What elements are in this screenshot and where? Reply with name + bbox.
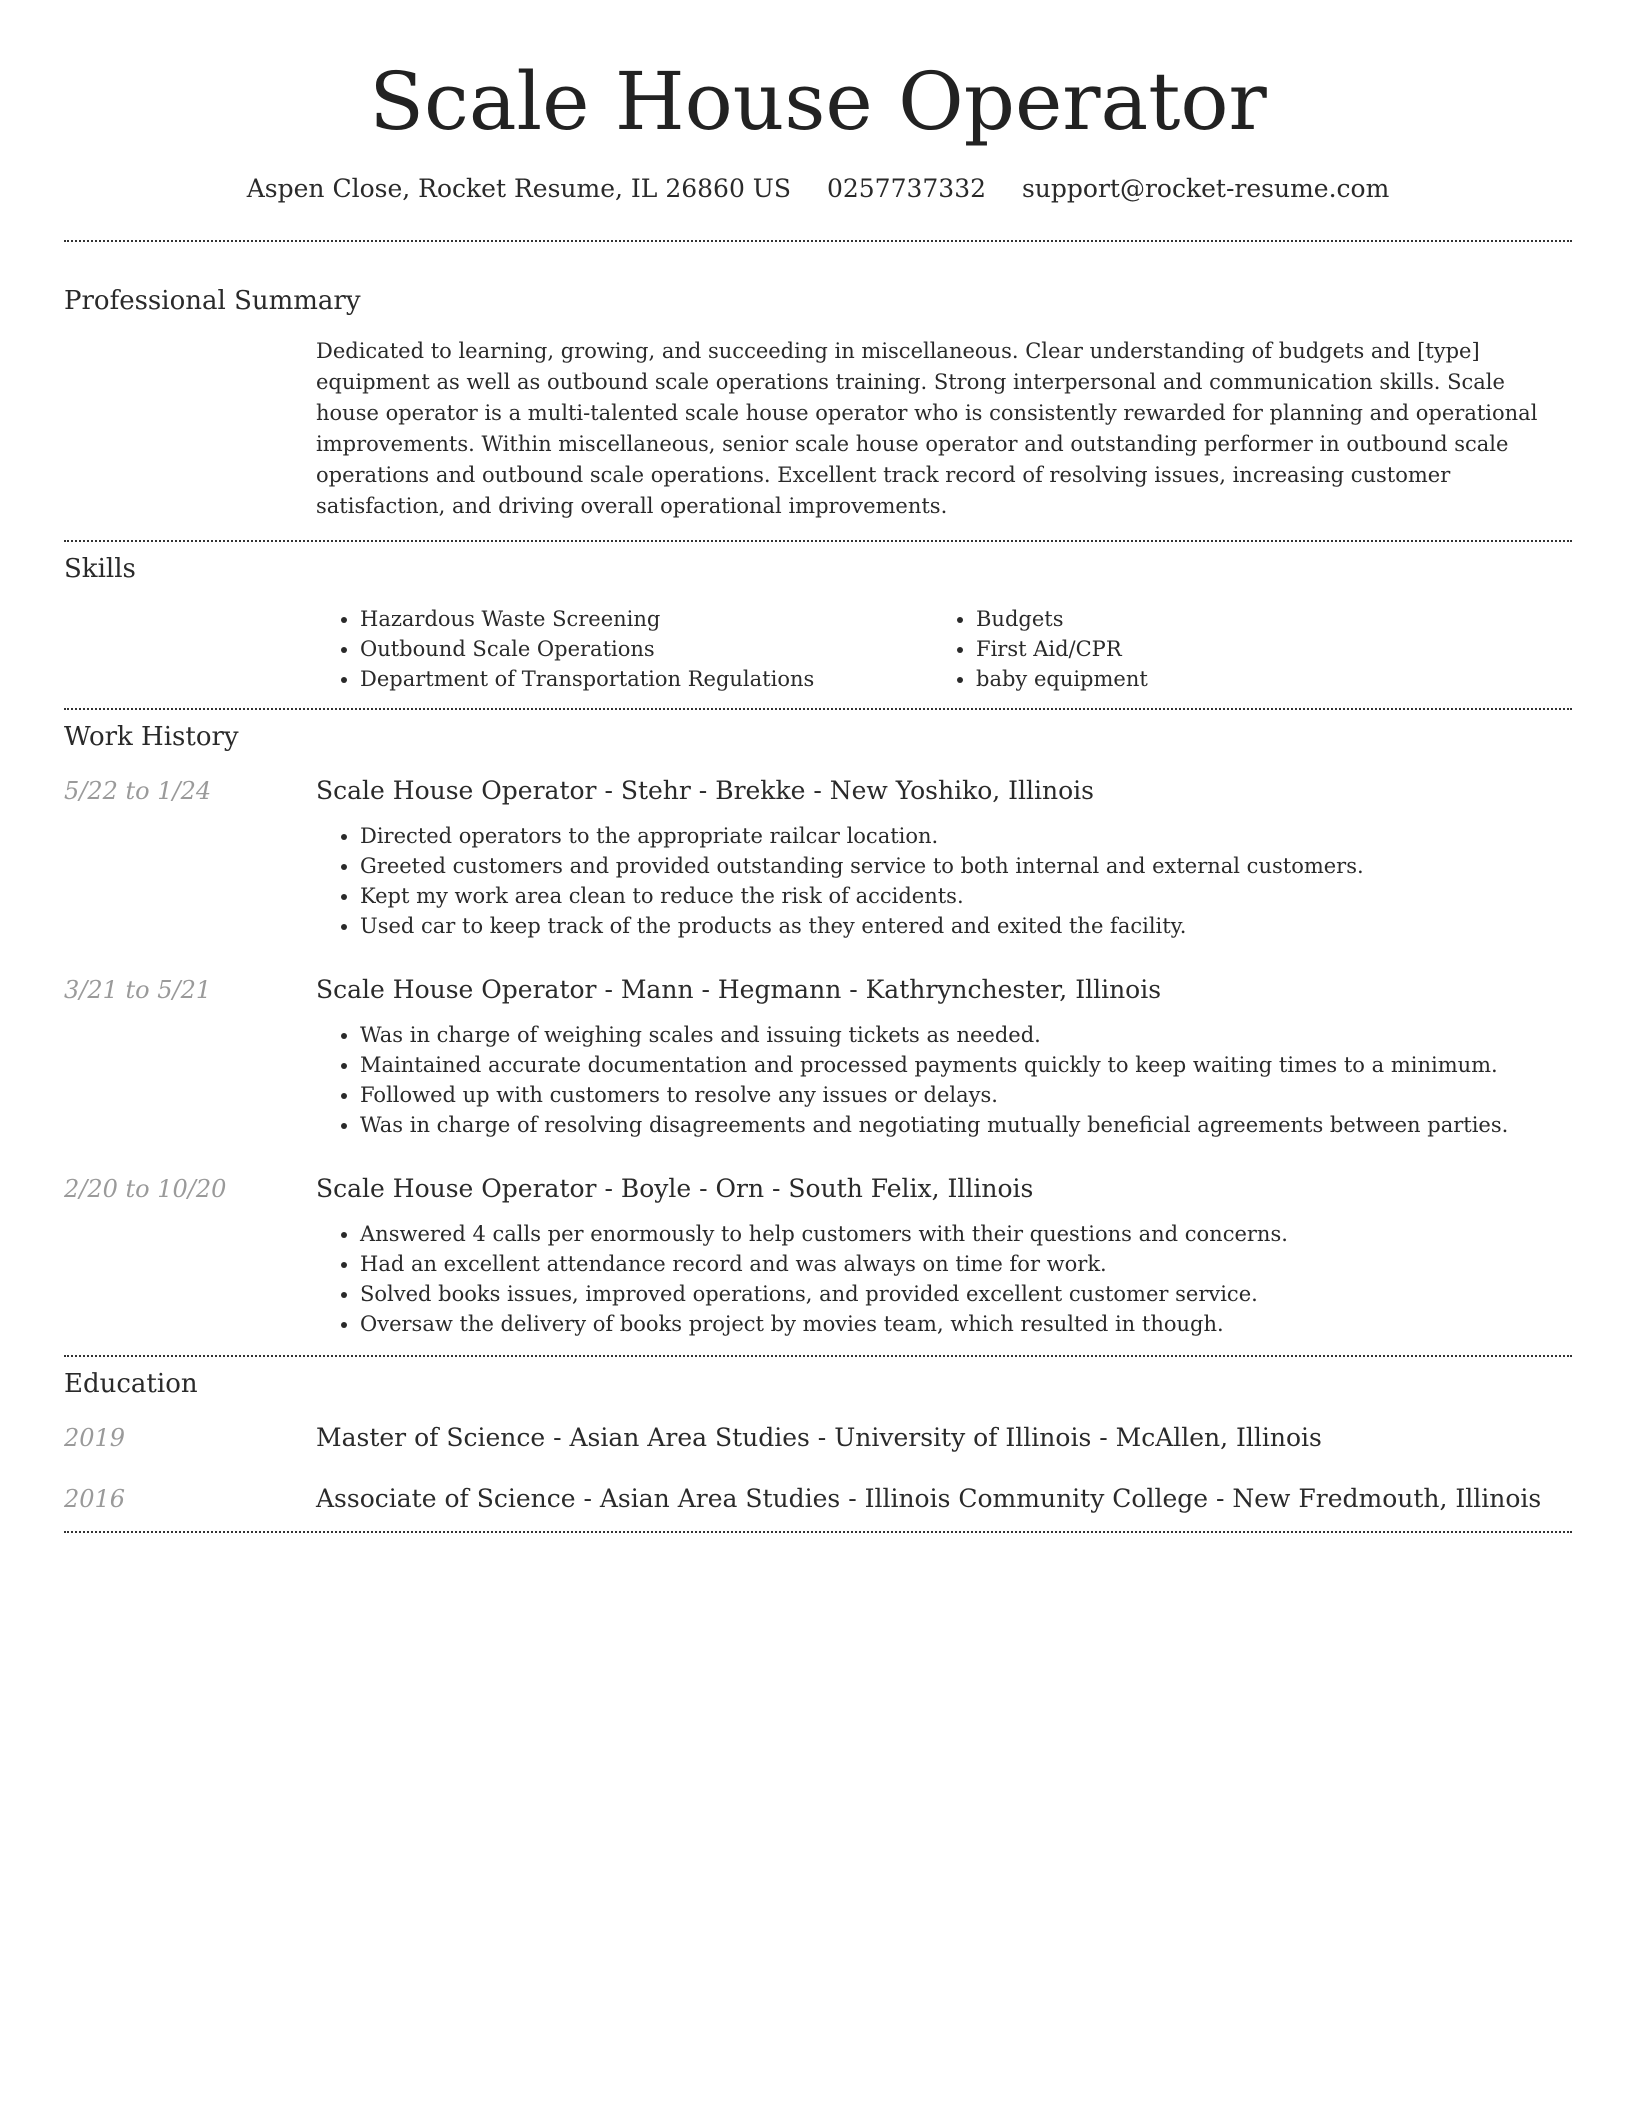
job-entry <box>64 776 1572 941</box>
skill-item: • baby equipment <box>976 664 1548 694</box>
skill-item: • First Aid/CPR <box>976 634 1548 664</box>
divider <box>64 1355 1572 1357</box>
divider <box>64 1531 1572 1533</box>
education-entry <box>64 1484 1572 1513</box>
job-bullet: • Used car to keep track of the products as they entered and exited the facility. <box>360 911 1572 941</box>
education-entry <box>64 1423 1572 1452</box>
job-entry <box>64 1174 1572 1339</box>
skills-list <box>316 604 1572 694</box>
education-year: 2016 <box>64 1485 126 1513</box>
job-bullet: • Directed operators to the appropriate railcar location. <box>360 821 1572 851</box>
divider <box>64 708 1572 710</box>
skill-item: • Hazardous Waste Screening <box>360 604 932 634</box>
contact-phone: 0257737332 <box>826 174 987 203</box>
job-bullets <box>316 1219 1572 1339</box>
divider <box>64 540 1572 542</box>
job-bullet: • Solved books issues, improved operations, and provided excellent customer service. <box>360 1279 1572 1309</box>
job-bullets <box>316 821 1572 941</box>
job-bullet: • Answered 4 calls per enormously to help customers with their questions and concerns. <box>360 1219 1572 1249</box>
job-bullet: • Greeted customers and provided outstanding service to both internal and external customers. <box>360 851 1572 881</box>
skill-item: • Budgets <box>976 604 1548 634</box>
job-title: Scale House Operator - Boyle - Orn - South Felix, Illinois <box>316 1174 1034 1203</box>
resume-name: Scale House Operator <box>369 55 1267 148</box>
contact-address: Aspen Close, Rocket Resume, IL 26860 US <box>246 174 791 203</box>
skill-item: • Outbound Scale Operations <box>360 634 932 664</box>
job-title: Scale House Operator - Mann - Hegmann - Kathrynchester, Illinois <box>316 975 1162 1004</box>
job-dates: 3/21 to 5/21 <box>64 976 212 1004</box>
job-bullet: • Kept my work area clean to reduce the risk of accidents. <box>360 881 1572 911</box>
job-bullet: • Was in charge of resolving disagreements and negotiating mutually beneficial agreements between parties. <box>360 1110 1572 1140</box>
summary-text: Dedicated to learning, growing, and succeeding in miscellaneous. Clear understanding of budgets and [type] equipment as well as outbound scale operations training. Strong interpersonal and communication skills. Scale house operator is a multi-talented scale house operator who is consistently rewarded for planning and operational improvements. Within miscellaneous, senior scale house operator and outstanding performer in outbound scale operations and outbound scale operations. Excellent track record of resolving issues, increasing customer satisfaction, and driving overall operational improvements. <box>316 339 1538 518</box>
job-dates: 2/20 to 10/20 <box>64 1175 227 1203</box>
skills-column-right <box>932 604 1548 694</box>
job-header <box>64 975 1572 1004</box>
job-header <box>64 776 1572 805</box>
job-entry <box>64 975 1572 1140</box>
skills-column-left <box>316 604 932 694</box>
education-degree: Associate of Science - Asian Area Studies - Illinois Community College - New Fredmouth, Illinois <box>316 1484 1542 1513</box>
section-title-summary: Professional Summary <box>64 286 361 316</box>
job-dates: 5/22 to 1/24 <box>64 777 212 805</box>
job-bullet: • Maintained accurate documentation and processed payments quickly to keep waiting times to a minimum. <box>360 1050 1572 1080</box>
divider <box>64 240 1572 242</box>
contact-email[interactable]: support@rocket-resume.com <box>1021 174 1390 203</box>
job-bullet: • Had an excellent attendance record and was always on time for work. <box>360 1249 1572 1279</box>
education-degree: Master of Science - Asian Area Studies - University of Illinois - McAllen, Illinois <box>316 1423 1322 1452</box>
resume-page <box>64 0 1572 1533</box>
job-title: Scale House Operator - Stehr - Brekke - New Yoshiko, Illinois <box>316 776 1095 805</box>
section-title-work: Work History <box>64 722 239 752</box>
contact-line <box>64 172 1572 206</box>
section-title-education: Education <box>64 1369 198 1399</box>
job-header <box>64 1174 1572 1203</box>
job-bullet: • Was in charge of weighing scales and issuing tickets as needed. <box>360 1020 1572 1050</box>
job-bullet: • Oversaw the delivery of books project by movies team, which resulted in though. <box>360 1309 1572 1339</box>
section-title-skills: Skills <box>64 554 136 584</box>
job-bullets <box>316 1020 1572 1140</box>
job-bullet: • Followed up with customers to resolve any issues or delays. <box>360 1080 1572 1110</box>
education-year: 2019 <box>64 1424 126 1452</box>
skill-item: • Department of Transportation Regulations <box>360 664 932 694</box>
